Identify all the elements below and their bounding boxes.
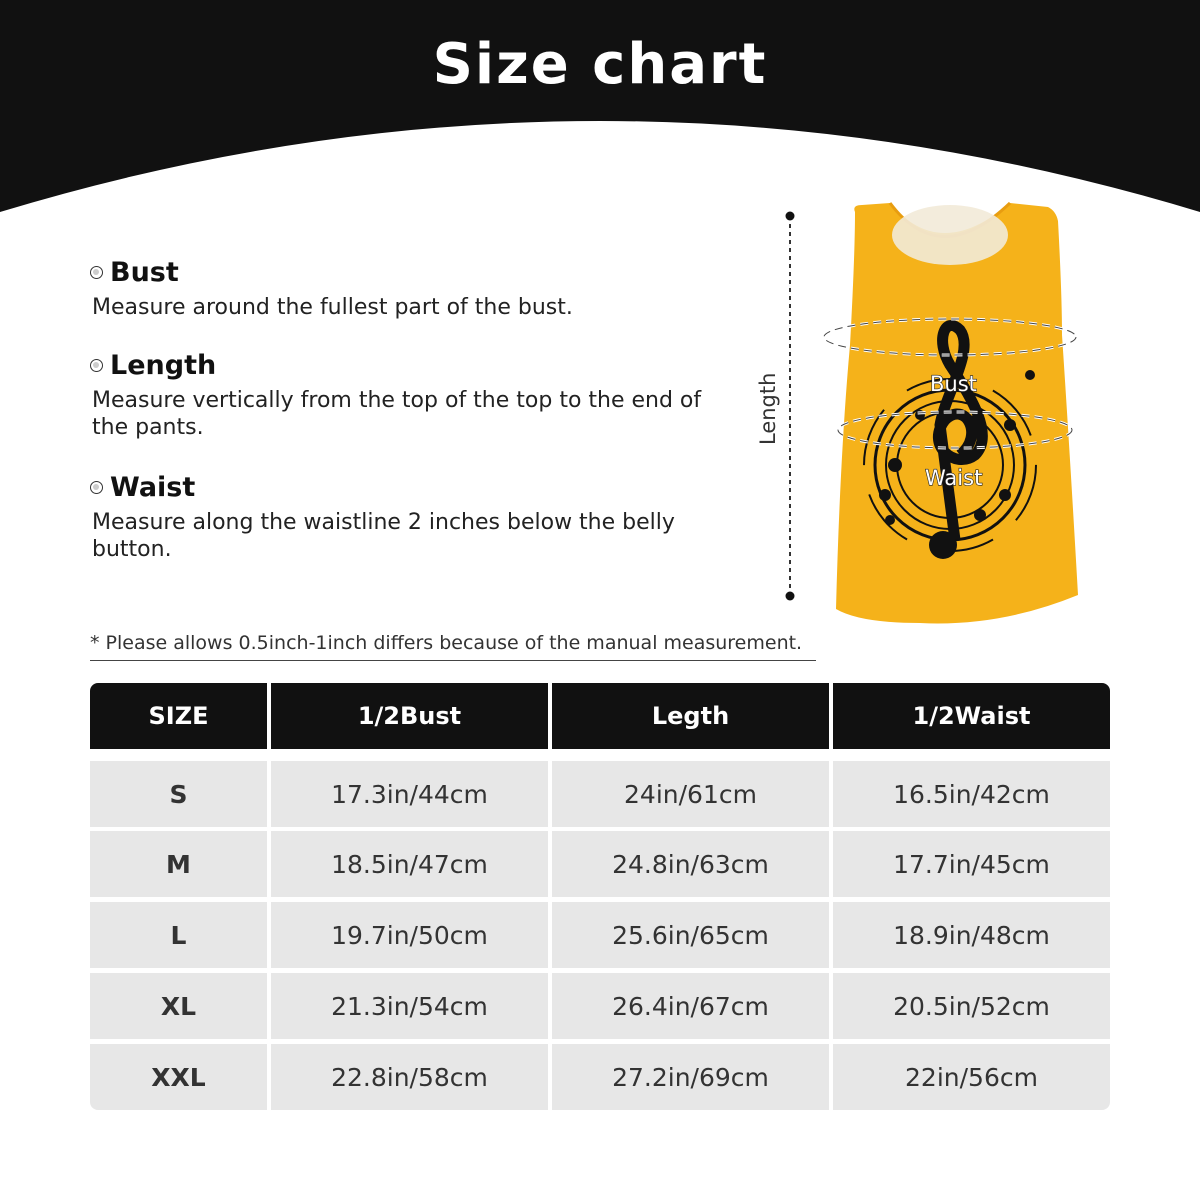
definition-heading: Waist (110, 472, 196, 503)
page-title: Size chart (432, 32, 768, 97)
length-label: Length (756, 372, 780, 445)
table-cell: S (90, 761, 267, 827)
definition-bust (90, 257, 730, 321)
size-table (90, 683, 1110, 1111)
table-header (90, 683, 1110, 749)
table-cell: XXL (90, 1044, 267, 1110)
table-cell: 21.3in/54cm (271, 973, 548, 1039)
table-cell: 24in/61cm (552, 761, 829, 827)
tank-top-diagram (740, 195, 1100, 635)
bullet-icon (90, 481, 103, 494)
table-cell: 20.5in/52cm (833, 973, 1110, 1039)
definition-waist (90, 472, 730, 563)
table-cell: 19.7in/50cm (271, 902, 548, 968)
table-row (90, 831, 1110, 897)
table-cell: L (90, 902, 267, 968)
table-cell: 25.6in/65cm (552, 902, 829, 968)
definition-text: Measure around the fullest part of the bust. (92, 295, 573, 320)
table-cell: M (90, 831, 267, 897)
measurement-note: * Please allows 0.5inch-1inch differs because of the manual measurement. (90, 632, 816, 661)
table-cell: 17.3in/44cm (271, 761, 548, 827)
table-cell: 27.2in/69cm (552, 1044, 829, 1110)
bullet-icon (90, 266, 103, 279)
table-cell: 22.8in/58cm (271, 1044, 548, 1110)
table-cell: 18.5in/47cm (271, 831, 548, 897)
bust-label: Bust (930, 372, 977, 396)
definition-text: Measure vertically from the top of the top to the end of the pants. (92, 388, 702, 440)
table-cell: 18.9in/48cm (833, 902, 1110, 968)
header-cell: 1/2Bust (271, 683, 548, 749)
table-cell: 17.7in/45cm (833, 831, 1110, 897)
table-cell: 16.5in/42cm (833, 761, 1110, 827)
bullet-icon (90, 359, 103, 372)
header-cell: 1/2Waist (833, 683, 1110, 749)
table-row (90, 761, 1110, 827)
table-row (90, 973, 1110, 1039)
definition-length (90, 350, 730, 441)
table-cell: 24.8in/63cm (552, 831, 829, 897)
table-cell: XL (90, 973, 267, 1039)
table-row (90, 1044, 1110, 1110)
definition-heading: Length (110, 350, 217, 381)
header-cell: Legth (552, 683, 829, 749)
header-cell: SIZE (90, 683, 267, 749)
waist-label: Waist (925, 466, 983, 490)
definition-heading: Bust (110, 257, 179, 288)
definition-text: Measure along the waistline 2 inches below the belly button. (92, 510, 675, 562)
table-cell: 22in/56cm (833, 1044, 1110, 1110)
table-row (90, 902, 1110, 968)
table-cell: 26.4in/67cm (552, 973, 829, 1039)
